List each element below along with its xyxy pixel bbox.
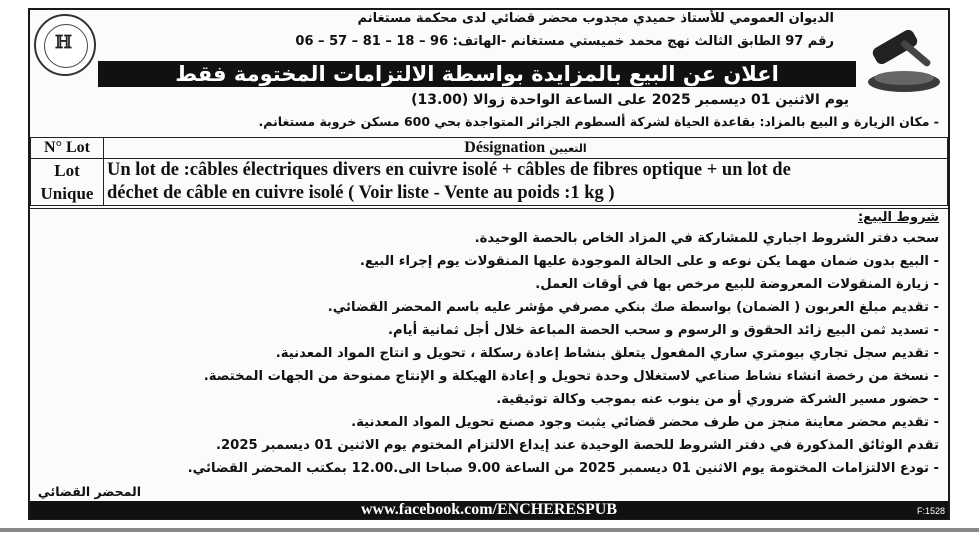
office-address: رقم 97 الطابق الثالث نهج محمد خميستي مستغانم -الهاتف: 96 – 18 – 81 – 57 – 06 [295, 34, 834, 49]
auction-banner: اعلان عن البيع بالمزايدة بواسطة الالتزامات المختومة فقط [98, 61, 856, 87]
condition-item: - حضور مسير الشركة ضروري أو من ينوب عنه بموجب وكالة توثيقية. [496, 392, 939, 407]
condition-item: - تقديم مبلغ العربون ( الضمان) بواسطة صك بنكي مصرفي مؤشر عليه باسم المحضر القضائي. [327, 300, 939, 315]
table-row [31, 159, 948, 206]
designation-label-ar: التعيين [549, 142, 587, 155]
bailiff-seal-logo: ℍ [34, 14, 96, 76]
visit-location: - مكان الزيارة و البيع بالمزاد: بقاعدة الحياة لشركة ألسطوم الجزائر المتواجدة بحي 600 مسكن خروبة مستغانم. [258, 114, 939, 129]
office-header: الديوان العمومي للأستاذ حميدي مجدوب محضر قضائي لدى محكمة مستغانم [357, 11, 834, 26]
designation-line2: déchet de câble en cuivre isolé ( Voir liste - Vente au poids :1 kg ) [107, 183, 615, 203]
lot-line2: Unique [40, 184, 94, 203]
condition-item: - تسديد ثمن البيع زائد الحقوق و الرسوم و سحب الحصة المباعة خلال أجل ثمانية أيام. [388, 323, 939, 338]
condition-item: - تقديم محضر معاينة منجز من طرف محضر قضائي يثبت وجود مصنع تحويل المواد المعدنية. [351, 415, 939, 430]
auction-date: يوم الاثنين 01 ديسمبر 2025 على الساعة الواحدة زوالا (13.00) [411, 92, 849, 108]
bailiff-signature: المحضر القضائي [37, 484, 141, 499]
condition-item: - تودع الالتزامات المختومة يوم الاثنين 01 ديسمبر 2025 من الساعة 9.00 صباحا الى.12.00 بمكتب المحضر القضائي. [187, 461, 939, 476]
condition-item: - البيع بدون ضمان مهما يكن نوعه و على الحالة الموجودة عليها المنقولات يوم إجراء البيع. [359, 254, 939, 269]
page-bottom-rule [0, 528, 979, 532]
designation-line1: Un lot de :câbles électriques divers en cuivre isolé + câbles de fibres optique + un lot de [107, 160, 791, 180]
lot-line1: Lot [54, 161, 80, 180]
lot-cell [31, 159, 104, 206]
gavel-icon [858, 20, 944, 96]
reference-code: F:1528 [916, 506, 945, 516]
condition-item: سحب دفتر الشروط اجباري للمشاركة في المزاد الخاص بالحصة الوحيدة. [474, 231, 939, 246]
condition-item: - نسخة من رخصة انشاء نشاط صناعي لاستغلال وحدة تحويل و إعادة الهيكلة و الإنتاج ممنوحة من الجهات المختصة. [203, 369, 939, 384]
designation-label: Désignation [464, 139, 546, 156]
facebook-url[interactable]: www.facebook.com/ENCHERESPUB [30, 501, 948, 519]
conditions-title: شروط البيع: [857, 210, 939, 225]
col-designation-header [104, 138, 948, 159]
condition-item: - زيارة المنقولات المعروضة للبيع مرخص بها في أوقات العمل. [535, 277, 939, 292]
lots-table [30, 137, 948, 206]
col-lot-header: N° Lot [31, 138, 104, 159]
designation-cell [104, 159, 948, 206]
condition-item: - تقديم سجل تجاري بيومتري ساري المفعول يتعلق بنشاط إعادة رسكلة ، تحويل و انتاج المواد المعدنية. [275, 346, 939, 361]
condition-item: تقدم الوثائق المذكورة في دفتر الشروط للحصة الوحيدة عند إيداع الالتزام المختوم يوم الاثنين 01 ديسمبر 2025. [215, 438, 939, 453]
